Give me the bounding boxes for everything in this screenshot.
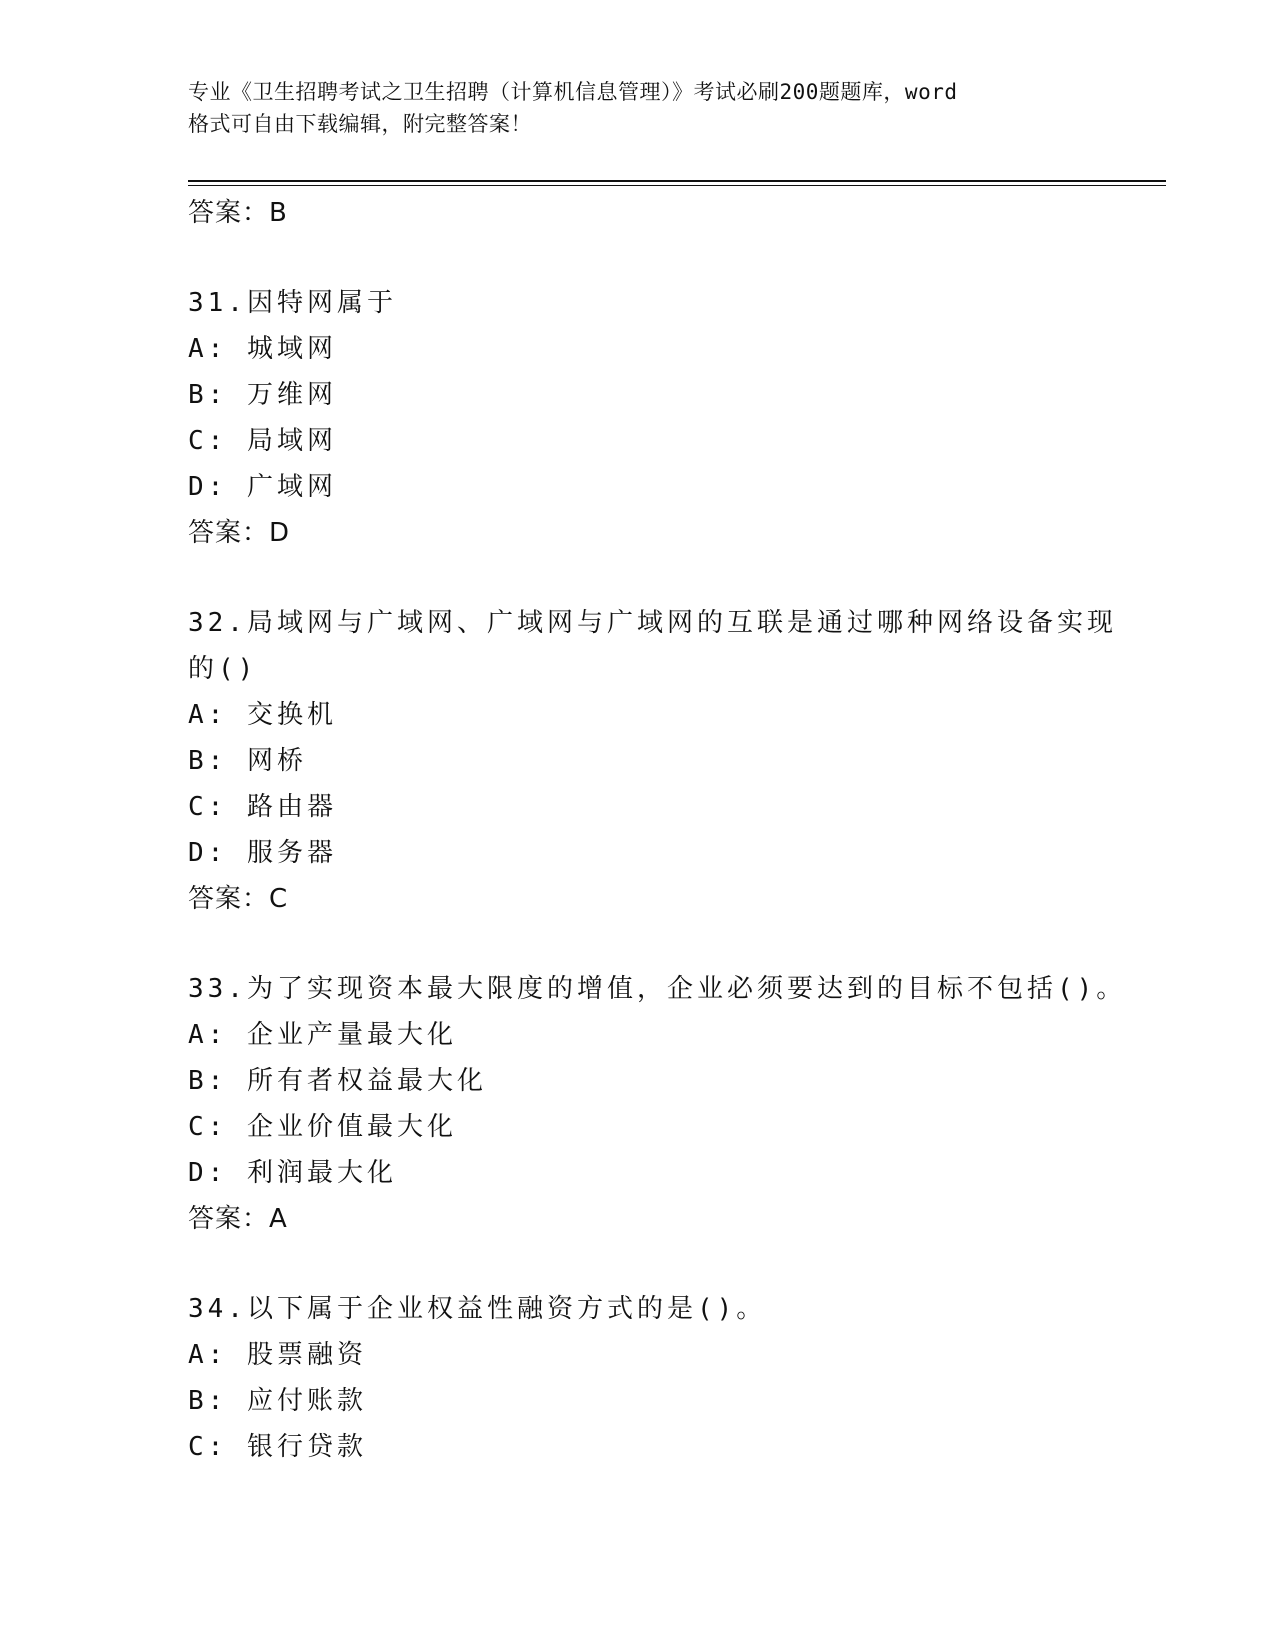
question-block xyxy=(188,1286,1128,1470)
option-d: D: 服务器 xyxy=(188,838,337,868)
header-rule xyxy=(188,180,1166,182)
option-a: A: 企业产量最大化 xyxy=(188,1020,457,1050)
option-d: D: 利润最大化 xyxy=(188,1158,397,1188)
option-a: A: 交换机 xyxy=(188,700,337,730)
answer-line: 答案：A xyxy=(188,1204,288,1234)
header-line-1: 专业《卫生招聘考试之卫生招聘（计算机信息管理）》考试必刷200题题库，word xyxy=(188,80,958,104)
option-a: A: 城域网 xyxy=(188,334,337,364)
option-c: C: 路由器 xyxy=(188,792,337,822)
question-block xyxy=(188,280,1128,556)
answer-line: 答案：C xyxy=(188,884,289,914)
answer-line: 答案：B xyxy=(188,198,288,228)
document-header xyxy=(188,76,1088,140)
option-c: C: 企业价值最大化 xyxy=(188,1112,457,1142)
header-line-2: 格式可自由下载编辑，附完整答案！ xyxy=(188,112,532,136)
header-rule-thin xyxy=(188,185,1166,186)
option-b: B: 网桥 xyxy=(188,746,307,776)
option-d: D: 广域网 xyxy=(188,472,337,502)
question-text: 31.因特网属于 xyxy=(188,288,397,318)
answer-line: 答案：D xyxy=(188,518,291,548)
option-a: A: 股票融资 xyxy=(188,1340,367,1370)
option-b: B: 所有者权益最大化 xyxy=(188,1066,487,1096)
option-b: B: 万维网 xyxy=(188,380,337,410)
question-text: 32.局域网与广域网、广域网与广域网的互联是通过哪种网络设备实现的() xyxy=(188,608,1117,684)
option-c: C: 局域网 xyxy=(188,426,337,456)
question-list xyxy=(188,190,1128,1470)
question-block xyxy=(188,600,1128,922)
question-text: 34.以下属于企业权益性融资方式的是()。 xyxy=(188,1294,767,1324)
question-text: 33.为了实现资本最大限度的增值，企业必须要达到的目标不包括()。 xyxy=(188,974,1127,1004)
option-c: C: 银行贷款 xyxy=(188,1432,367,1462)
option-b: B: 应付账款 xyxy=(188,1386,367,1416)
question-block xyxy=(188,966,1128,1242)
